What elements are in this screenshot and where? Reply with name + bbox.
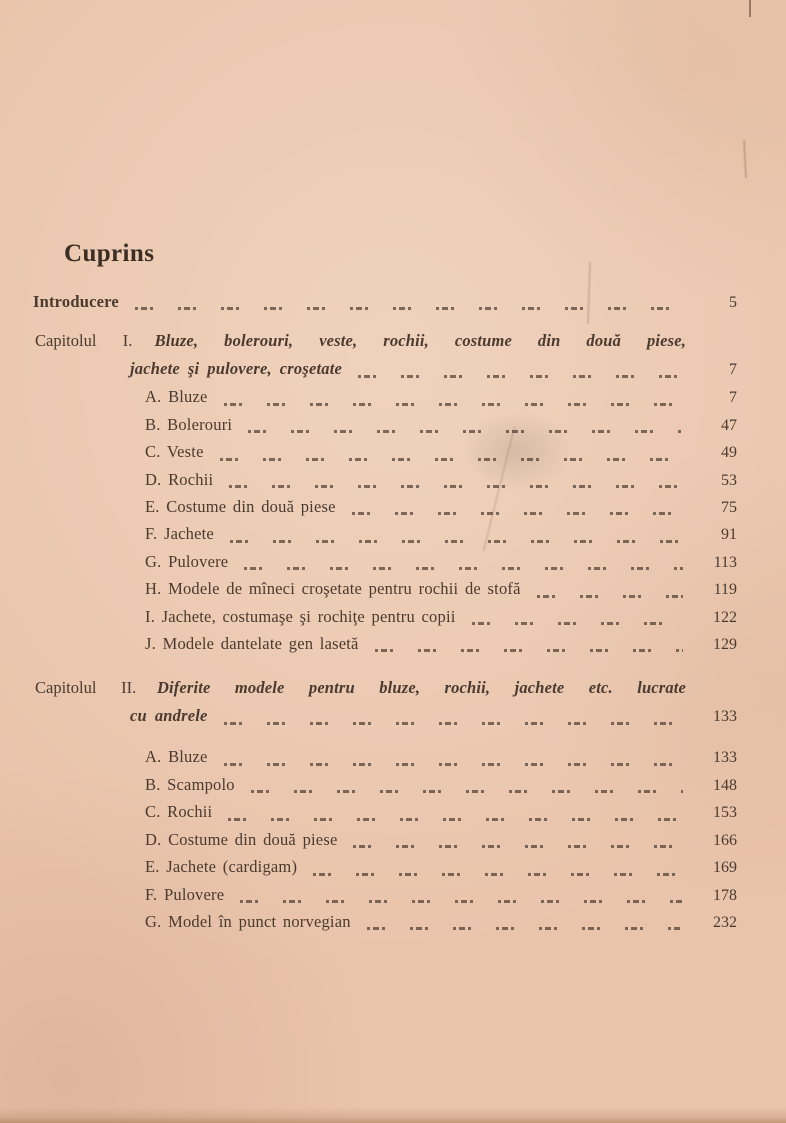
toc-entry-label: E. Costume din două piese	[145, 497, 336, 517]
toc-row	[0, 604, 786, 631]
toc-page-number: 47	[721, 416, 737, 434]
toc-page-number: 75	[721, 499, 737, 517]
toc-entry-label: A. Bluze	[145, 747, 208, 767]
chapter-heading	[0, 674, 786, 702]
toc-row	[0, 854, 786, 881]
dot-leader	[251, 790, 683, 793]
toc-row-introducere	[0, 289, 786, 316]
toc-page-number: 113	[713, 553, 737, 571]
chapter-heading	[0, 327, 786, 355]
dot-leader	[367, 927, 683, 930]
chapter-heading-continued	[0, 702, 786, 731]
chapter-number: Capitolul I.	[35, 331, 133, 351]
dot-leader	[220, 458, 683, 461]
chapter-title: Diferite modele pentru bluze, rochii, jachete etc. lucrate	[156, 678, 687, 698]
toc-entry-label: B. Scampolo	[145, 774, 235, 794]
toc-page-number: 53	[721, 471, 737, 489]
toc-row	[0, 631, 786, 658]
toc-page-number: 7	[729, 361, 737, 379]
toc-entry-label: A. Bluze	[145, 387, 208, 407]
dot-leader	[224, 722, 683, 725]
toc-row	[0, 744, 786, 771]
toc-page-number: 7	[729, 389, 737, 407]
toc-entry-label: C. Veste	[145, 442, 204, 462]
toc-entry-label: D. Rochii	[145, 469, 214, 489]
toc-page-number: 232	[713, 913, 737, 931]
dot-leader	[248, 430, 683, 433]
toc-chapter	[0, 327, 786, 658]
toc-chapter	[0, 674, 786, 936]
toc-page-number: 5	[729, 294, 737, 311]
toc-row	[0, 827, 786, 854]
chapter-items	[0, 384, 786, 658]
toc-page-number: 133	[713, 708, 737, 726]
toc-entry-label: G. Pulovere	[145, 551, 229, 571]
toc-entry-label: Introducere	[33, 292, 119, 311]
toc-page-number: 178	[713, 886, 737, 904]
toc-entry-label: C. Rochii	[145, 802, 213, 822]
toc-entry-label: E. Jachete (cardigam)	[145, 857, 298, 877]
toc-entry-label: F. Jachete	[145, 524, 214, 544]
dot-leader	[230, 540, 683, 543]
toc-chapters	[0, 327, 786, 936]
page-title: Cuprins	[64, 240, 155, 267]
toc-row	[0, 467, 786, 494]
toc-row	[0, 412, 786, 439]
toc-row	[0, 799, 786, 826]
toc-page-number: 153	[713, 804, 737, 822]
dot-leader	[358, 375, 683, 378]
toc-entry-label: B. Bolerouri	[145, 414, 233, 434]
toc-entry-label: H. Modele de mîneci croşetate pentru rochii de stofă	[145, 579, 521, 599]
toc-entry-label: J. Modele dantelate gen lasetă	[145, 634, 359, 654]
toc-entry-label: I. Jachete, costumaşe şi rochiţe pentru copii	[145, 606, 456, 626]
table-of-contents	[0, 289, 786, 936]
dot-leader	[537, 595, 683, 598]
toc-page-number: 169	[713, 859, 737, 877]
dot-leader	[229, 485, 683, 488]
chapter-items	[0, 744, 786, 936]
dot-leader	[244, 567, 683, 570]
dot-leader	[313, 873, 683, 876]
chapter-title-continued: cu andrele	[130, 706, 208, 726]
toc-page-number: 122	[713, 608, 737, 626]
toc-row	[0, 494, 786, 521]
chapter-heading-continued	[0, 355, 786, 384]
toc-page-number: 91	[721, 526, 737, 544]
toc-row	[0, 576, 786, 603]
dot-leader	[228, 818, 683, 821]
dot-leader	[375, 649, 683, 652]
toc-page-number: 133	[713, 749, 737, 767]
pen-mark	[749, 0, 751, 17]
toc-row	[0, 882, 786, 909]
toc-page-number: 166	[713, 831, 737, 849]
toc-row	[0, 439, 786, 466]
toc-row	[0, 384, 786, 411]
chapter-number: Capitolul II.	[35, 678, 137, 698]
chapter-title: Bluze, bolerouri, veste, rochii, costume din două piese,	[154, 331, 687, 351]
toc-row	[0, 772, 786, 799]
toc-page-number: 49	[721, 444, 737, 462]
dot-leader	[224, 403, 683, 406]
paper-scratch	[743, 140, 746, 178]
dot-leader	[224, 763, 683, 766]
toc-entry-label: D. Costume din două piese	[145, 829, 338, 849]
chapter-title-continued: jachete şi pulovere, croşetate	[130, 359, 343, 379]
toc-page-number: 119	[713, 581, 737, 599]
toc-page-number: 129	[713, 636, 737, 654]
dot-leader	[135, 307, 683, 310]
toc-row	[0, 521, 786, 548]
dot-leader	[353, 845, 683, 848]
dot-leader	[352, 512, 683, 515]
toc-entry-label: G. Model în punct norvegian	[145, 911, 351, 931]
toc-entry-label: F. Pulovere	[145, 884, 225, 904]
toc-page-number: 148	[713, 776, 737, 794]
dot-leader	[240, 900, 683, 903]
toc-row	[0, 549, 786, 576]
toc-row	[0, 909, 786, 936]
dot-leader	[472, 622, 683, 625]
